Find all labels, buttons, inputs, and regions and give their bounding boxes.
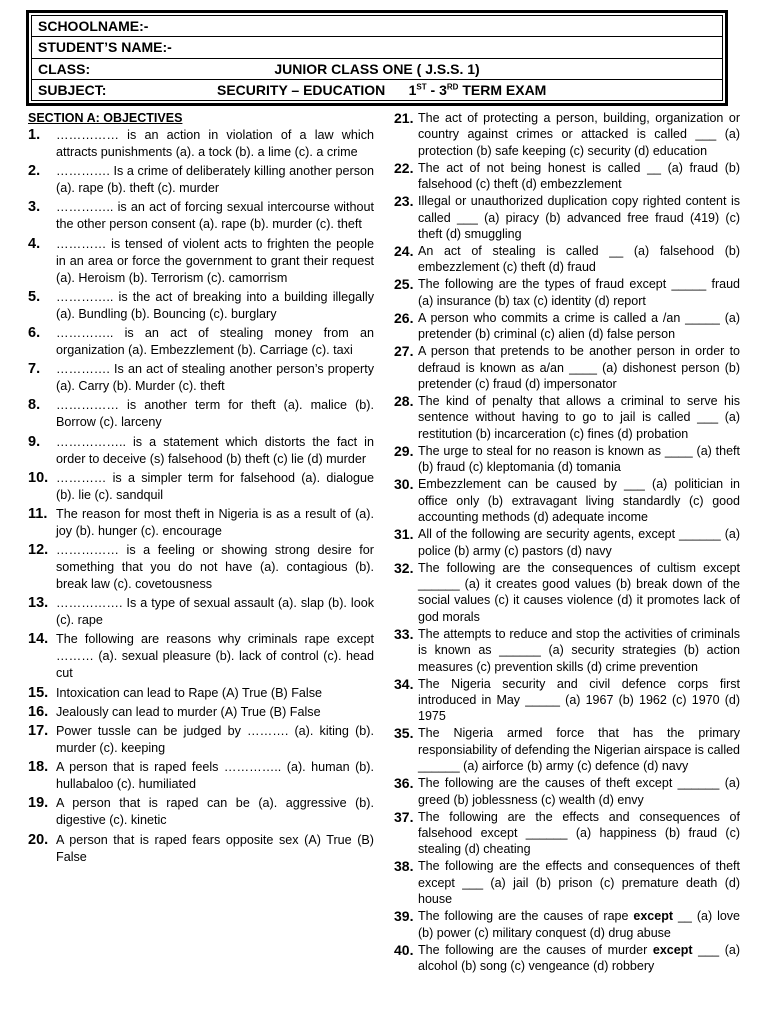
question-number: 3. bbox=[28, 199, 41, 216]
question-number: 7. bbox=[28, 361, 41, 378]
class-label: CLASS: bbox=[38, 60, 91, 77]
question-item bbox=[394, 526, 740, 559]
question-number: 5. bbox=[28, 288, 41, 305]
question-item bbox=[28, 795, 374, 829]
question-item bbox=[28, 199, 374, 233]
question-item bbox=[394, 626, 740, 675]
student-name-cell bbox=[32, 37, 723, 58]
question-text: A person who commits a crime is called a /an _____ (a) pretender (b) criminal (c) alien (d) false person bbox=[418, 310, 740, 342]
question-number: 21. bbox=[394, 110, 414, 126]
question-number: 40. bbox=[394, 941, 414, 958]
question-text: The following are reasons why criminals rape except ……… (a). sexual pleasure (b). lack of control (c). head cut bbox=[56, 632, 374, 681]
question-number: 26. bbox=[394, 309, 414, 326]
question-number: 8. bbox=[28, 397, 41, 414]
question-item bbox=[394, 276, 740, 309]
question-text: Intoxication can lead to Rape (A) True (B) False bbox=[56, 685, 322, 700]
question-item bbox=[394, 393, 740, 442]
question-text bbox=[418, 908, 740, 941]
question-number: 31. bbox=[394, 526, 414, 543]
question-number: 25. bbox=[394, 276, 414, 293]
school-name-label: SCHOOLNAME:- bbox=[38, 18, 149, 35]
question-text bbox=[418, 942, 740, 975]
question-item bbox=[28, 685, 374, 702]
question-text: The urge to steal for no reason is known as ____ (a) theft (b) fraud (c) kleptomania (d) tomania bbox=[418, 443, 740, 475]
question-text: ………… is tensed of violent acts to frighten the people in an area or force the government to grant their request (a). Heroism (b). Terrorism (c). camorrism bbox=[56, 236, 374, 285]
question-text-post: ___ (a) alcohol (b) song (c) vengeance (d) robbery bbox=[418, 942, 740, 973]
questions-column-right bbox=[394, 110, 740, 975]
question-text: The following are the types of fraud except _____ fraud (a) insurance (b) tax (c) identity (d) report bbox=[418, 277, 740, 308]
question-number: 24. bbox=[394, 243, 414, 260]
question-item bbox=[28, 397, 374, 431]
question-text: The act of not being honest is called __ (a) fraud (b) falsehood (c) theft (d) embezzlement bbox=[418, 160, 740, 192]
question-item bbox=[28, 704, 374, 721]
question-text: An act of stealing is called __ (a) falsehood (b) embezzlement (c) theft (d) fraud bbox=[418, 244, 740, 275]
question-text: A person that is raped can be (a). aggressive (b). digestive (c). kinetic bbox=[56, 796, 374, 828]
question-text-pre: The following are the causes of rape bbox=[418, 909, 634, 924]
subject-value-group bbox=[217, 82, 546, 98]
question-number: 11. bbox=[28, 505, 48, 522]
question-text: ………….. is an act of stealing money from an organization (a). Embezzlement (b). Carriage (c). taxi bbox=[56, 325, 374, 357]
question-number: 33. bbox=[394, 625, 414, 642]
question-text: The following are the causes of theft except ______ (a) greed (b) joblessness (c) wealth (d) envy bbox=[418, 776, 740, 807]
question-item bbox=[394, 560, 740, 626]
question-item bbox=[28, 595, 374, 629]
question-number: 4. bbox=[28, 235, 41, 252]
question-text: The act of protecting a person, building, organization or country against crimes or attacked is called ___ (a) protection (b) safe keeping (c) security (d) education bbox=[418, 111, 740, 158]
school-name-cell bbox=[32, 16, 723, 37]
question-item bbox=[394, 809, 740, 858]
class-value: JUNIOR CLASS ONE ( J.S.S. 1) bbox=[274, 60, 480, 77]
question-text: Power tussle can be judged by ………. (a). kiting (b). murder (c). keeping bbox=[56, 724, 374, 755]
question-text: A person that is raped feels ………….. (a). human (b). hullabaloo (c). humiliated bbox=[56, 760, 374, 792]
question-text: The reason for most theft in Nigeria is as a result of (a). joy (b). hunger (c). encourage bbox=[56, 506, 374, 538]
question-text-post: __ (a) love (b) power (c) military conquest (d) drug abuse bbox=[418, 909, 741, 940]
header-table bbox=[31, 15, 723, 101]
question-number: 38. bbox=[394, 858, 414, 875]
question-number: 2. bbox=[28, 163, 41, 180]
question-text: All of the following are security agents, except ______ (a) police (b) army (c) pastors (d) navy bbox=[418, 527, 740, 558]
question-text-emphasis: except bbox=[633, 909, 674, 924]
question-text: Jealously can lead to murder (A) True (B) False bbox=[56, 704, 321, 719]
question-number: 30. bbox=[394, 476, 414, 493]
question-item bbox=[394, 676, 740, 725]
question-item bbox=[28, 127, 374, 161]
question-item bbox=[394, 343, 740, 392]
header-row-school bbox=[32, 16, 723, 37]
question-number: 29. bbox=[394, 442, 414, 459]
question-number: 19. bbox=[28, 795, 49, 812]
question-number: 35. bbox=[394, 725, 414, 742]
question-text: ………….. is an act of forcing sexual intercourse without the other person consent (a). rape (b). murder (c). theft bbox=[56, 200, 374, 232]
term-mid: - 3 bbox=[426, 81, 447, 98]
question-item bbox=[28, 759, 374, 793]
question-number: 37. bbox=[394, 808, 414, 825]
question-number: 12. bbox=[28, 542, 49, 559]
question-number: 32. bbox=[394, 559, 414, 576]
question-item bbox=[394, 775, 740, 808]
question-text: The following are the effects and consequences of falsehood except ______ (a) happiness (b) fraud (c) stealing (d) cheating bbox=[418, 809, 740, 857]
question-number: 15. bbox=[28, 684, 49, 701]
student-name-label: STUDENT’S NAME:- bbox=[38, 39, 172, 56]
question-number: 16. bbox=[28, 703, 49, 720]
question-text: …………. Is a crime of deliberately killing another person (a). rape (b). theft (c). murder bbox=[56, 164, 374, 196]
question-item bbox=[394, 908, 740, 941]
question-text: …………… is a feeling or showing strong desire for something that you do not have (a). contagious (b). break law (c). covetousness bbox=[56, 543, 374, 592]
header-row-subject bbox=[32, 79, 723, 100]
question-number: 14. bbox=[28, 631, 49, 648]
term-suffix: TERM EXAM bbox=[458, 81, 547, 98]
question-item bbox=[28, 434, 374, 468]
question-item bbox=[394, 310, 740, 343]
question-text: The following are the consequences of cultism except ______ (a) it creates good values (b) break down of the social values (c) it causes violence (d) it promotes lack of god morals bbox=[418, 560, 740, 624]
question-item bbox=[394, 193, 740, 242]
subject-value: SECURITY – EDUCATION bbox=[217, 81, 386, 98]
question-text: …………… is an action in violation of a law which attracts punishments (a). a tock (b). a lime (c). a crime bbox=[56, 128, 374, 159]
question-number: 9. bbox=[28, 433, 41, 450]
question-item bbox=[394, 476, 740, 525]
question-text: ……………. Is a type of sexual assault (a). slap (b). look (c). rape bbox=[56, 596, 374, 628]
question-item bbox=[28, 163, 374, 197]
question-number: 27. bbox=[394, 343, 414, 360]
question-item bbox=[394, 110, 740, 159]
term-start-sup: ST bbox=[416, 82, 427, 92]
question-item bbox=[394, 160, 740, 193]
question-number: 36. bbox=[394, 775, 414, 792]
question-number: 10. bbox=[28, 469, 49, 486]
question-text-emphasis: except bbox=[652, 942, 693, 957]
subject-cell bbox=[32, 79, 723, 100]
header-row-student bbox=[32, 37, 723, 58]
question-number: 18. bbox=[28, 759, 49, 776]
question-text: Illegal or unauthorized duplication copy righted content is called ___ (a) piracy (b) advanced free fraud (419) (c) theft (d) smuggling bbox=[418, 194, 740, 242]
question-item bbox=[28, 470, 374, 504]
class-cell bbox=[32, 58, 723, 79]
question-item bbox=[394, 725, 740, 774]
question-text: The attempts to reduce and stop the activities of criminals is known as ______ (a) security strategies (b) action measures (c) prevention skills (d) crime prevention bbox=[418, 626, 740, 674]
section-title: SECTION A: OBJECTIVES bbox=[28, 111, 183, 125]
question-item bbox=[394, 243, 740, 276]
question-text: A person that is raped fears opposite sex (A) True (B) False bbox=[56, 832, 374, 864]
subject-label: SUBJECT: bbox=[38, 81, 107, 98]
question-text: …………… is another term for theft (a). malice (b). Borrow (c). larceny bbox=[56, 398, 374, 430]
question-text: ………… is a simpler term for falsehood (a). dialogue (b). lie (c). sandquil bbox=[56, 470, 374, 502]
question-item bbox=[28, 542, 374, 593]
question-number: 34. bbox=[394, 675, 414, 692]
question-text: …………. Is an act of stealing another person’s property (a). Carry (b). Murder (c). theft bbox=[56, 362, 374, 394]
question-text: The Nigeria security and civil defence corps first introduced in May _____ (a) 1967 (b) 1962 (c) 1970 (d) 1975 bbox=[418, 676, 740, 724]
question-number: 28. bbox=[394, 393, 414, 410]
question-item bbox=[394, 858, 740, 907]
question-text: The Nigeria armed force that has the primary responsiability of defending the Nigerian airspace is called ______ (a) airforce (b) army (c) defence (d) navy bbox=[418, 726, 740, 774]
question-text: The kind of penalty that allows a criminal to serve his sentence without having to go to jail is called ___ (a) restitution (b) incarceration (c) fines (d) probation bbox=[418, 394, 740, 441]
question-item bbox=[28, 832, 374, 866]
question-number: 22. bbox=[394, 159, 414, 176]
question-number: 23. bbox=[394, 193, 414, 210]
question-item bbox=[28, 361, 374, 395]
question-item bbox=[394, 942, 740, 975]
question-text: A person that pretends to be another person in order to defraud is known as a/an ____ (a) dishonest person (b) pretender (c) fraud (d) impersonator bbox=[418, 344, 740, 392]
question-number: 1. bbox=[28, 127, 41, 143]
question-number: 20. bbox=[28, 831, 49, 848]
question-item bbox=[28, 236, 374, 287]
question-text-pre: The following are the causes of murder bbox=[418, 942, 653, 957]
question-item bbox=[28, 289, 374, 323]
exam-header bbox=[26, 10, 728, 106]
question-text: ………….. is the act of breaking into a building illegally (a). Bundling (b). Bouncing (c). burglary bbox=[56, 289, 374, 321]
term-end-sup: RD bbox=[446, 82, 459, 92]
term-start: 1 bbox=[408, 81, 417, 98]
header-row-class bbox=[32, 58, 723, 79]
question-text: …………….. is a statement which distorts the fact in order to deceive (s) falsehood (b) theft (c) lie (d) murder bbox=[56, 434, 374, 466]
question-item bbox=[394, 443, 740, 476]
question-number: 13. bbox=[28, 595, 49, 612]
question-item bbox=[28, 506, 374, 540]
question-number: 39. bbox=[394, 908, 414, 925]
question-text: Embezzlement can be caused by ___ (a) politician in office only (b) extravagant living standardly (c) good accounting methods (d) adequate income bbox=[418, 477, 740, 525]
question-item bbox=[28, 631, 374, 682]
question-number: 17. bbox=[28, 723, 49, 739]
question-text: The following are the effects and consequences of theft except ___ (a) jail (b) prison (c) premature death (d) house bbox=[418, 859, 740, 907]
question-item bbox=[28, 325, 374, 359]
question-number: 6. bbox=[28, 324, 41, 341]
question-item bbox=[28, 723, 374, 757]
questions-column-left bbox=[28, 110, 374, 868]
